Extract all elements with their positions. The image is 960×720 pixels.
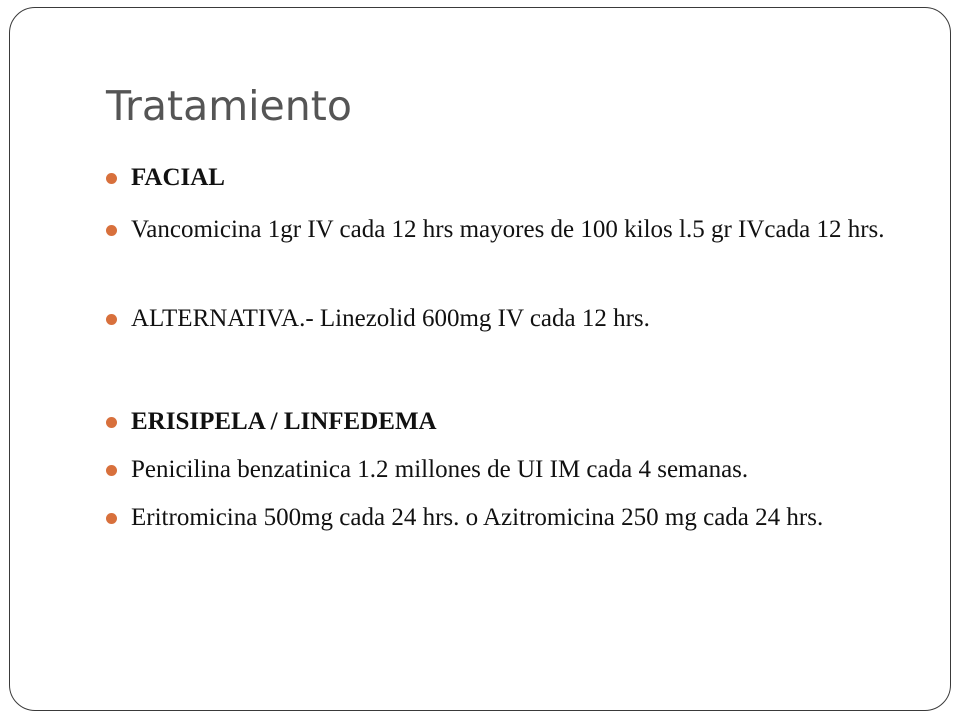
bullet-text: ERISIPELA / LINFEDEMA [131,408,437,435]
bullet-text: Eritromicina 500mg cada 24 hrs. o Azitromicina 250 mg cada 24 hrs. [131,504,824,531]
bullet-text: Vancomicina 1gr IV cada 12 hrs mayores de 100 kilos l.5 gr IVcada 12 hrs. [131,216,885,243]
bullet-item-alternativa [131,301,921,336]
bullet-item-eritromicina [131,500,921,535]
bullet-item-erisipela [131,404,921,439]
bullet-text: ALTERNATIVA.- Linezolid 600mg IV cada 12 hrs. [131,305,650,332]
bullet-dot-icon [106,173,117,184]
bullet-text: FACIAL [131,164,225,191]
bullet-text: Penicilina benzatinica 1.2 millones de UI IM cada 4 semanas. [131,456,749,483]
slide-title: Tratamiento [106,82,352,130]
bullet-dot-icon [106,513,117,524]
bullet-dot-icon [106,417,117,428]
bullet-item-facial [131,160,921,195]
bullet-item-penicilina [131,452,921,487]
bullet-dot-icon [106,314,117,325]
bullet-dot-icon [106,225,117,236]
bullet-item-vancomicina [131,212,921,247]
bullet-dot-icon [106,465,117,476]
